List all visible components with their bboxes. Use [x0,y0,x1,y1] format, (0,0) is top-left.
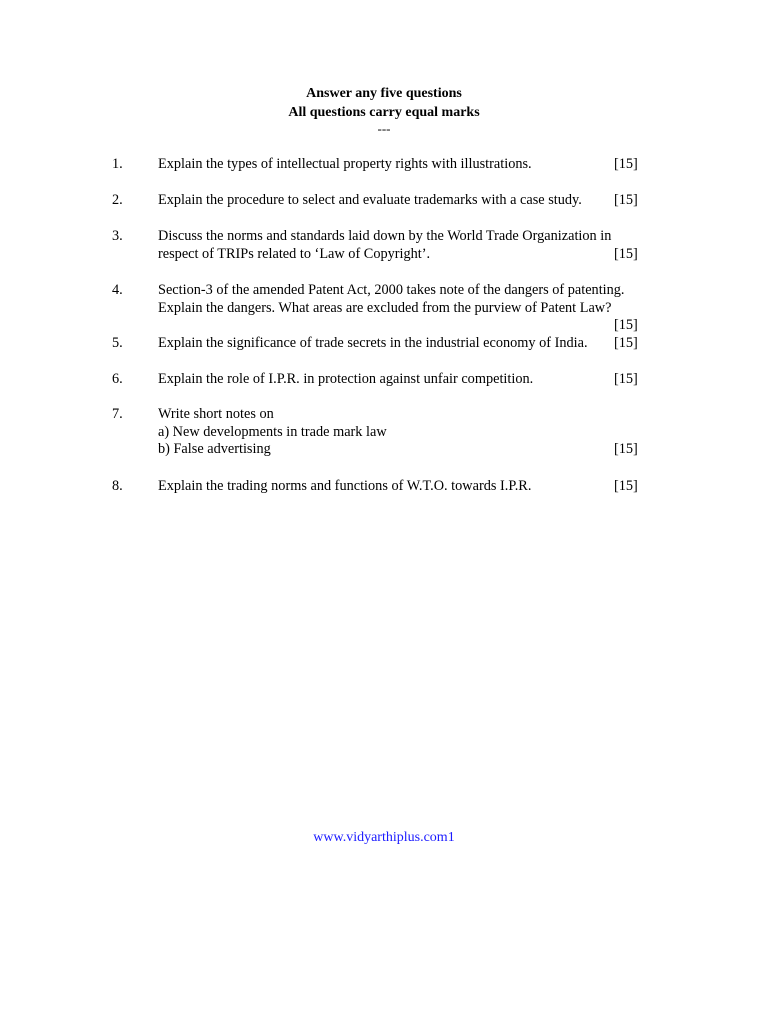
question-line: Discuss the norms and standards laid down by the World Trade Organization in [158,228,612,244]
question-line: Explain the trading norms and functions of W.T.O. towards I.P.R. [158,478,532,494]
question-1-marks: [15] [614,156,638,172]
question-8-marks: [15] [614,478,638,494]
question-number: 8. [112,478,123,494]
question-text [158,335,650,353]
footer-website-link[interactable]: www.vidyarthiplus.com1 [313,830,455,845]
question-number: 3. [112,228,123,244]
question-line: respect of TRIPs related to ‘Law of Copyright’. [158,245,431,262]
question-text [158,228,650,263]
question-4-marks: [15] [614,317,638,333]
header-separator: --- [377,121,391,136]
question-number: 6. [112,371,123,387]
question-line: Explain the significance of trade secrets in the industrial economy of India. [158,335,588,351]
question-line: Explain the dangers. What areas are excluded from the purview of Patent Law? [158,299,612,316]
question-line: Explain the role of I.P.R. in protection against unfair competition. [158,371,534,387]
question-text [158,282,650,317]
question-6-marks: [15] [614,371,638,387]
question-2-marks: [15] [614,192,638,208]
question-text [158,406,650,459]
question-line: Explain the procedure to select and evaluate trademarks with a case study. [158,192,582,208]
question-line: Write short notes on [158,406,274,422]
question-text [158,478,650,496]
question-text [158,371,650,389]
question-subitem-b: b) False advertising [158,441,271,457]
question-number: 1. [112,156,123,172]
instruction-answer-five: Answer any five questions [306,86,462,101]
question-subitem-a: a) New developments in trade mark law [158,423,387,440]
question-number: 5. [112,335,123,351]
instructions-header [0,84,768,136]
question-number: 2. [112,192,123,208]
question-line: Explain the types of intellectual property rights with illustrations. [158,156,532,172]
question-line: Section-3 of the amended Patent Act, 2000 takes note of the dangers of patenting. [158,282,625,298]
instruction-equal-marks: All questions carry equal marks [288,105,480,120]
question-number: 7. [112,406,123,422]
question-7-marks: [15] [614,441,638,457]
question-5-marks: [15] [614,335,638,351]
question-text [158,192,650,210]
question-3-marks: [15] [614,246,638,262]
question-number: 4. [112,282,123,298]
question-text [158,156,650,174]
